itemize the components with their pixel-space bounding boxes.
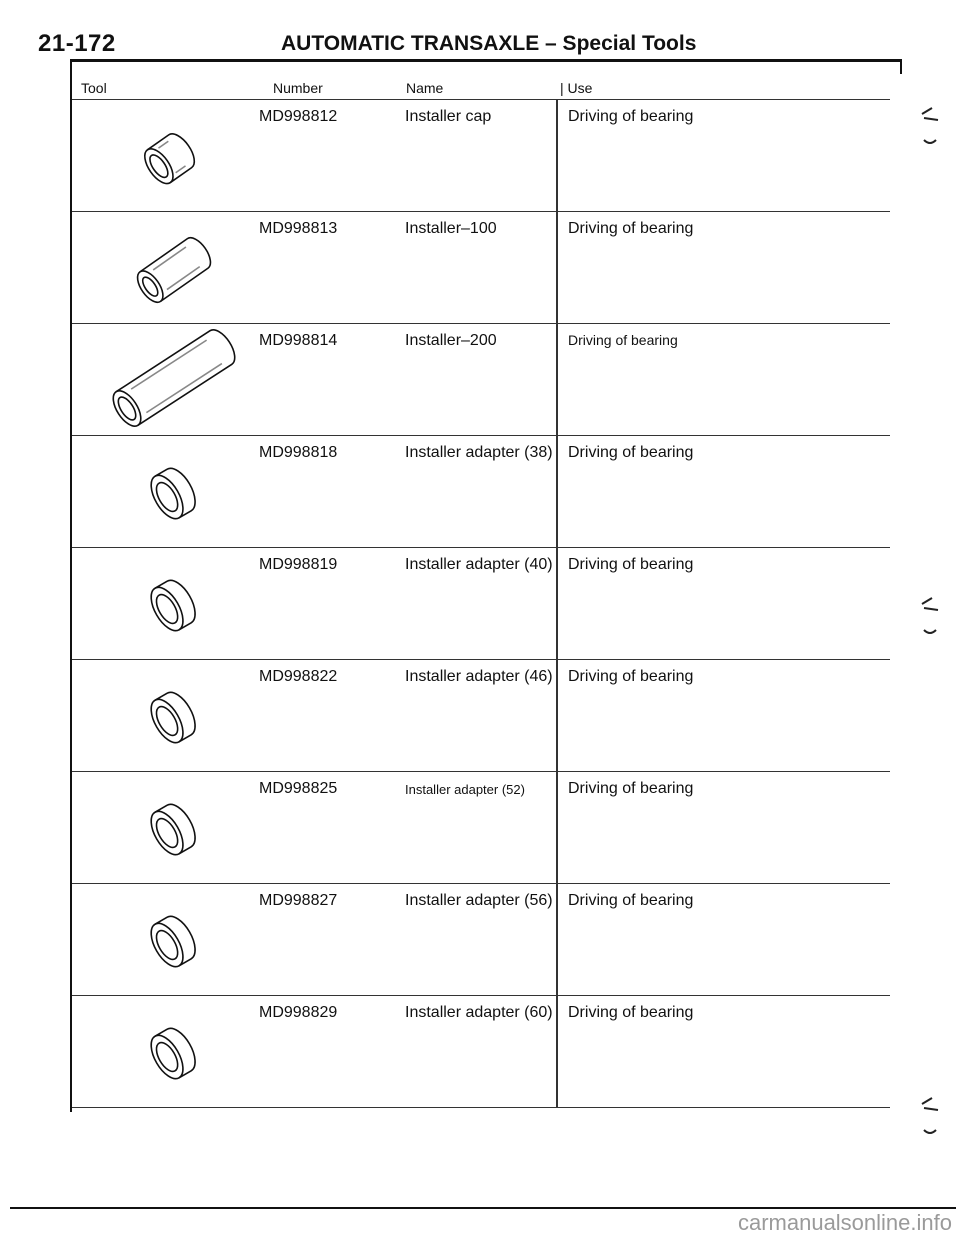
column-header-number: Number [273, 80, 323, 96]
binding-hole-mark-icon [918, 100, 944, 150]
binding-hole-mark-icon [918, 590, 944, 640]
installer-cap-icon [132, 122, 212, 192]
tool-number: MD998813 [259, 220, 338, 237]
tool-use: Driving of bearing [568, 556, 694, 573]
tool-name: Installer adapter (56) [405, 892, 553, 909]
column-header-use: | Use [560, 80, 592, 96]
tool-name: Installer adapter (38) [405, 444, 553, 461]
installer-adapter-52-icon [144, 794, 204, 864]
tool-use: Driving of bearing [568, 668, 694, 685]
tool-number: MD998818 [259, 444, 338, 461]
special-tools-table [72, 80, 890, 1108]
tool-name: Installer cap [405, 108, 492, 125]
header-rule [70, 59, 902, 62]
column-divider [556, 548, 558, 659]
tool-use: Driving of bearing [568, 1004, 694, 1021]
table-row [72, 324, 890, 436]
column-divider [556, 884, 558, 995]
installer-adapter-56-icon [144, 906, 204, 976]
tool-number: MD998814 [259, 332, 338, 349]
installer-100-icon [127, 230, 222, 310]
column-divider [556, 772, 558, 883]
table-row [72, 996, 890, 1108]
installer-adapter-60-icon [144, 1018, 204, 1088]
tool-use: Driving of bearing [568, 108, 694, 125]
tool-use: Driving of bearing [568, 780, 694, 797]
page-title: AUTOMATIC TRANSAXLE – Special Tools [281, 32, 697, 55]
column-header-tool: Tool [81, 80, 107, 96]
tool-number: MD998812 [259, 108, 338, 125]
tool-use: Driving of bearing [568, 332, 678, 348]
tool-name: Installer–100 [405, 220, 497, 237]
installer-adapter-38-icon [144, 458, 204, 528]
column-divider [556, 996, 558, 1107]
tool-number: MD998825 [259, 780, 338, 797]
table-row [72, 660, 890, 772]
tool-number: MD998829 [259, 1004, 338, 1021]
tool-name: Installer–200 [405, 332, 497, 349]
column-divider [556, 436, 558, 547]
column-header-name: Name [406, 80, 444, 96]
watermark: carmanualsonline.info [737, 1210, 952, 1235]
tool-name: Installer adapter (46) [405, 668, 553, 685]
page-number: 21-172 [38, 30, 116, 57]
column-divider [556, 324, 558, 435]
table-header-row [72, 80, 890, 100]
footer-rule [10, 1207, 956, 1209]
tool-name: Installer adapter (52) [405, 782, 525, 797]
page-header [38, 28, 900, 60]
table-row [72, 436, 890, 548]
frame-right-border [900, 60, 902, 74]
table-row [72, 884, 890, 996]
installer-200-icon [102, 324, 247, 432]
installer-adapter-46-icon [144, 682, 204, 752]
table-row [72, 100, 890, 212]
table-row [72, 772, 890, 884]
column-divider [556, 100, 558, 211]
installer-adapter-40-icon [144, 570, 204, 640]
tool-name: Installer adapter (60) [405, 1004, 553, 1021]
column-divider [556, 660, 558, 771]
tool-use: Driving of bearing [568, 220, 694, 237]
tool-number: MD998819 [259, 556, 338, 573]
table-row [72, 548, 890, 660]
table-row [72, 212, 890, 324]
tool-number: MD998827 [259, 892, 338, 909]
tool-number: MD998822 [259, 668, 338, 685]
tool-name: Installer adapter (40) [405, 556, 553, 573]
tool-use: Driving of bearing [568, 444, 694, 461]
column-divider [556, 212, 558, 323]
tool-use: Driving of bearing [568, 892, 694, 909]
binding-hole-mark-icon [918, 1090, 944, 1140]
